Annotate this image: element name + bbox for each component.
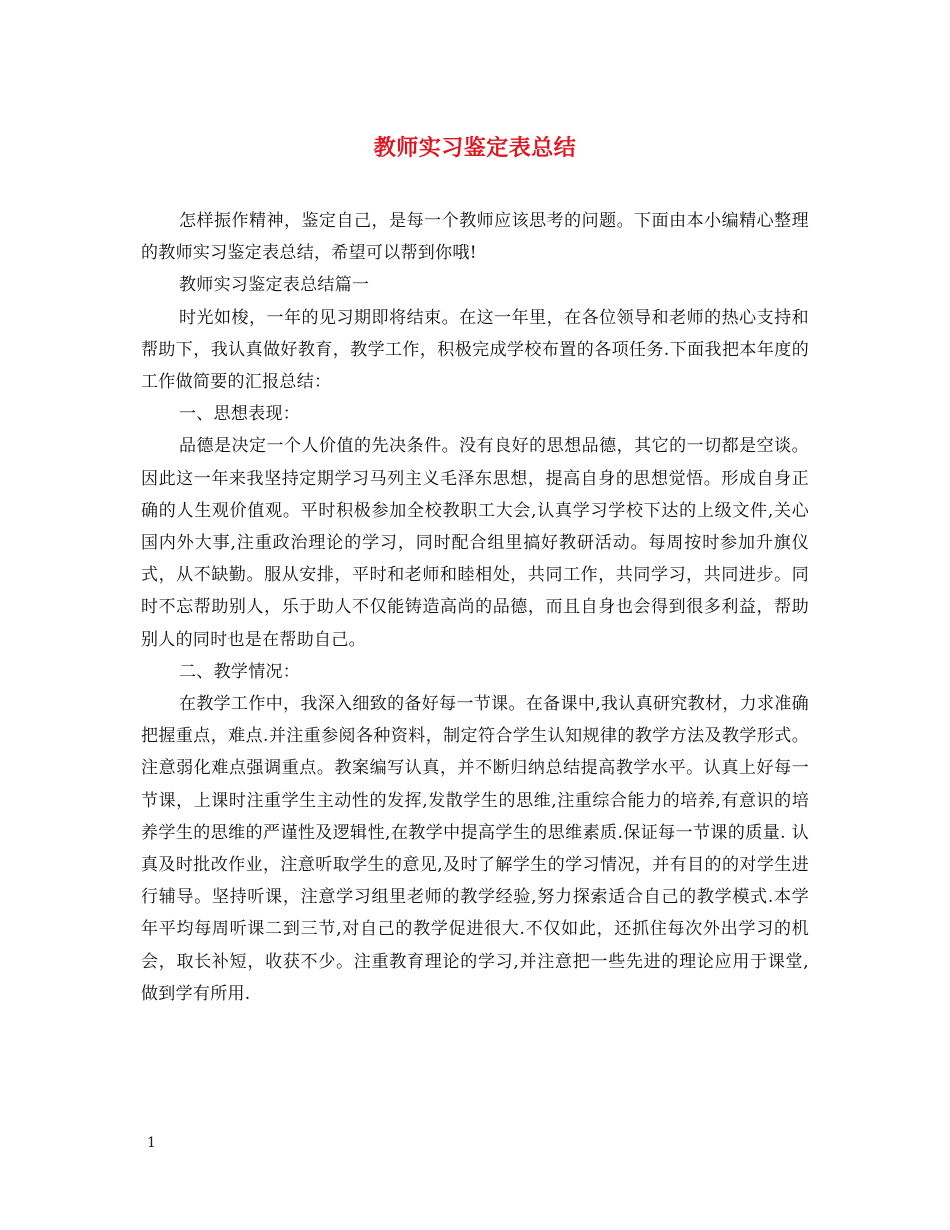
heading-teaching: 二、教学情况： <box>179 661 301 682</box>
document-title: 教师实习鉴定表总结 <box>373 135 577 161</box>
section-heading-part-one: 教师实习鉴定表总结篇一 <box>179 275 370 296</box>
opening-paragraph: 时光如梭，一年的见习期即将结束。在这一年里，在各位领导和老师的热心支持和帮助下，我认真做好教育，教学工作，积极完成学校布置的各项任务.下面我把本年度的工作做简要的汇报总结： <box>141 307 809 393</box>
heading-ideology: 一、思想表现： <box>179 404 301 425</box>
page-number: 1 <box>147 1135 156 1151</box>
intro-paragraph: 怎样振作精神，鉴定自己，是每一个教师应该思考的问题。下面由本小编精心整理的教师实习鉴定表总结，希望可以帮到你哦! <box>141 211 809 264</box>
ideology-paragraph: 品德是决定一个人价值的先决条件。没有良好的思想品德，其它的一切都是空谈。因此这一年来我坚持定期学习马列主义毛泽东思想，提高自身的思想觉悟。形成自身正确的人生观价值观。平时积极参加全校教职工大会,认真学习学校下达的上级文件,关心国内外大事,注重政治理论的学习，同时配合组里搞好教研活动。每周按时参加升旗仪式，从不缺勤。服从安排，平时和老师和睦相处，共同工作，共同学习，共同进步。同时不忘帮助别人，乐于助人不仅能铸造高尚的品德，而且自身也会得到很多利益，帮助别人的同时也是在帮助自己。 <box>141 436 809 650</box>
document-body <box>141 205 809 1010</box>
teaching-paragraph: 在教学工作中，我深入细致的备好每一节课。在备课中,我认真研究教材，力求准确把握重点，难点.并注重参阅各种资料，制定符合学生认知规律的教学方法及教学形式。注意弱化难点强调重点。教案编写认真，并不断归纳总结提高教学水平。认真上好每一节课，上课时注重学生主动性的发挥,发散学生的思维,注重综合能力的培养,有意识的培养学生的思维的严谨性及逻辑性,在教学中提高学生的思维素质.保证每一节课的质量. 认真及时批改作业，注意听取学生的意见,及时了解学生的学习情况，并有目的的对学生进行辅导。坚持听课，注意学习组里老师的教学经验,努力探索适合自己的教学模式.本学年平均每周听课二到三节,对自己的教学促进很大.不仅如此，还抓住每次外出学习的机会，取长补短，收获不少。注重教育理论的学习,并注意把一些先进的理论应用于课堂,做到学有所用. <box>141 694 809 1004</box>
